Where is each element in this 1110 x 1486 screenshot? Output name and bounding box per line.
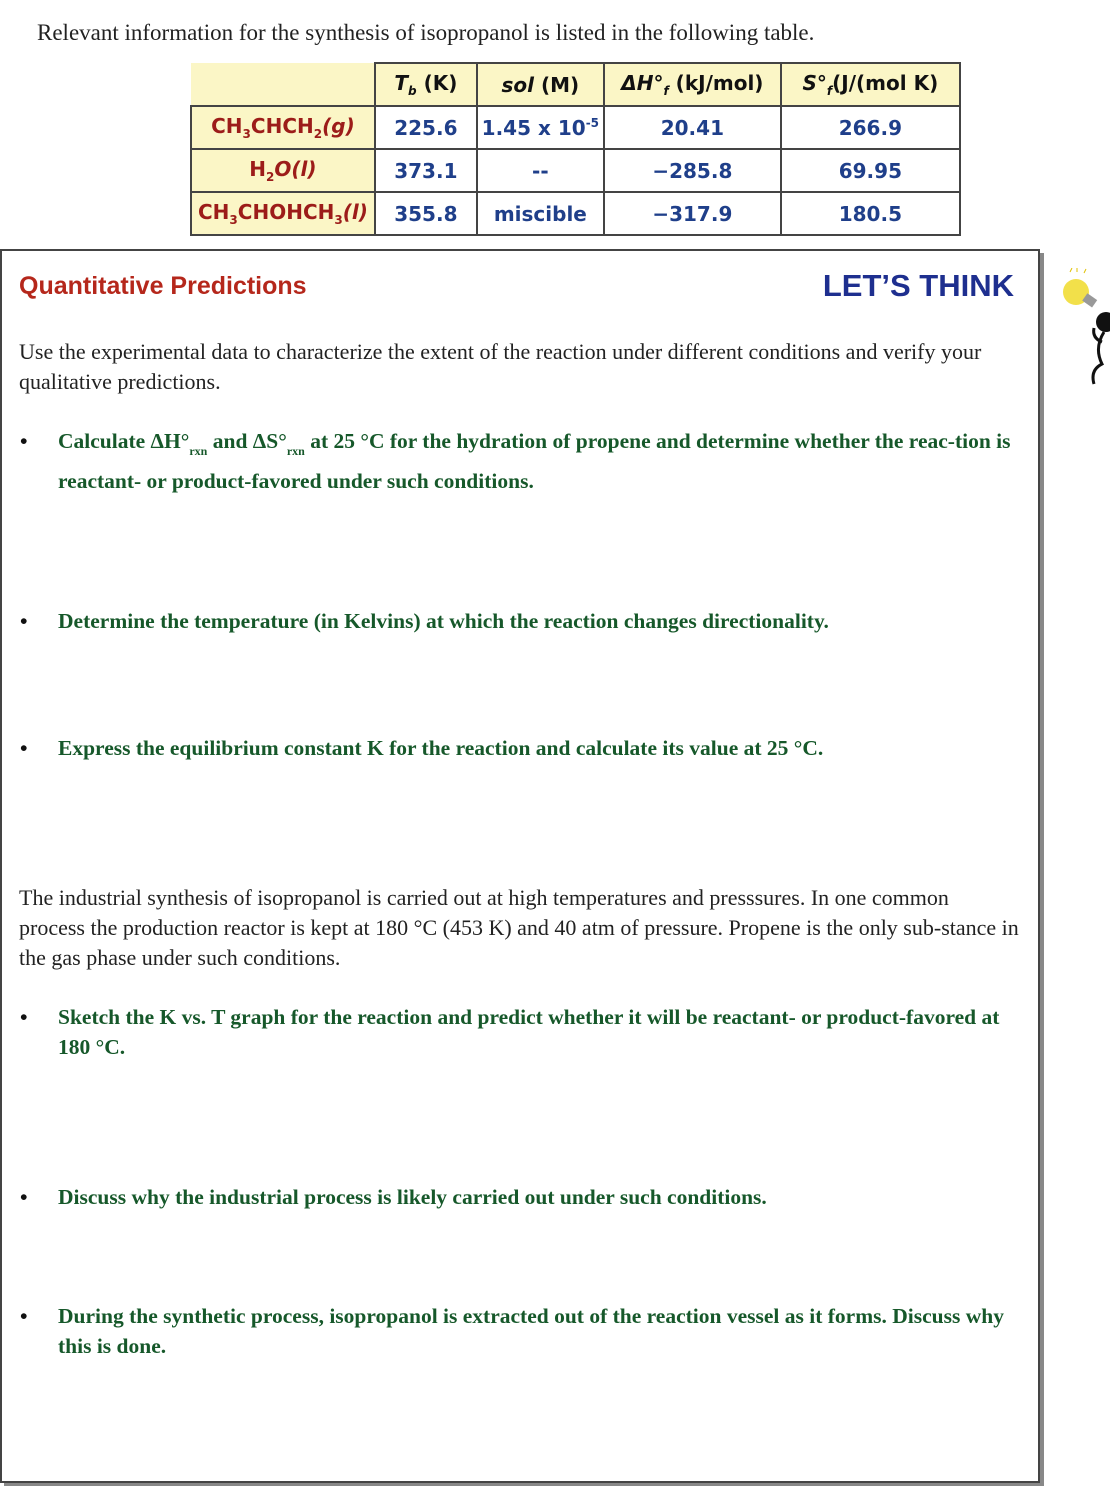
question-text: Sketch the K vs. T graph for the reaction and predict whether it will be reactant- or product-favored at 180 °C. [58,1005,1000,1059]
section-title: Quantitative Predictions [19,272,307,300]
lets-think-heading: LET’S THINK [822,268,1014,303]
cell-sol: miscible [477,192,604,235]
header-sf: $S^\circ_f(J/(mol$ K) [781,63,960,106]
cell-sol: 1.45 x $10^{-5}$ [477,106,604,149]
compound-water: $H_2O(l)$ [191,149,375,192]
bullet-marker: • [20,736,28,760]
header-tb: $T_b$ (K) [375,63,477,106]
intro-paragraph: Use the experimental data to characterize the extent of the reaction under different conditions and verify your qualitative predictions. [19,339,982,394]
bullet-marker: • [20,1005,28,1029]
cell-tb: 355.8 [375,192,477,235]
cell-sol: -- [477,149,604,192]
cell-sf: 69.95 [781,149,960,192]
bullet-marker: • [20,609,28,633]
question-text: Express the equilibrium constant K for the reaction and calculate its value at 25 °C. [58,736,824,760]
cell-dhf: 20.41 [604,106,781,149]
properties-table [190,62,961,236]
table-header-row [191,63,960,106]
question-text: Calculate $\Delta H^\circ_{rxn}$ and $\Delta S^\circ_{rxn}$ at 25 °C for the hydration of propene and determine whether the reac-tion is reactant- or product-favored under such conditions. [58,429,1011,493]
header-empty-cell [191,63,375,106]
cell-tb: 373.1 [375,149,477,192]
compound-propene: $CH_3CHCH_2(g)$ [191,106,375,149]
question-text: During the synthetic process, isopropanol is extracted out of the reaction vessel as it forms. Discuss why this is done. [58,1304,1004,1358]
cell-dhf: −285.8 [604,149,781,192]
question-text: Determine the temperature (in Kelvins) at which the reaction changes directionality. [58,609,829,633]
cell-dhf: −317.9 [604,192,781,235]
header-dhf: $\Delta H^\circ_f$ (kJ/mol) [604,63,781,106]
industrial-paragraph: The industrial synthesis of isopropanol is carried out at high temperatures and presssures. In one common process the production reactor is kept at 180 °C (453 K) and 40 atm of pressure. Propene is the only sub-stance in the gas phase under such conditions. [19,885,1019,970]
bullet-marker: • [20,429,28,453]
bullet-marker: • [20,1185,28,1209]
cell-tb: 225.6 [375,106,477,149]
thinking-figure-icon [1088,308,1110,393]
cell-sf: 180.5 [781,192,960,235]
intro-text: Relevant information for the synthesis of isopropanol is listed in the following table. [37,20,815,45]
table-row-water [191,149,960,192]
question-text: Discuss why the industrial process is likely carried out under such conditions. [58,1185,767,1209]
bullet-marker: • [20,1304,28,1328]
header-sol: sol (M) [477,63,604,106]
table-row-isopropanol [191,192,960,235]
compound-isopropanol: $CH_3CHOHCH_3(l)$ [191,192,375,235]
cell-sf: 266.9 [781,106,960,149]
table-row-propene [191,106,960,149]
